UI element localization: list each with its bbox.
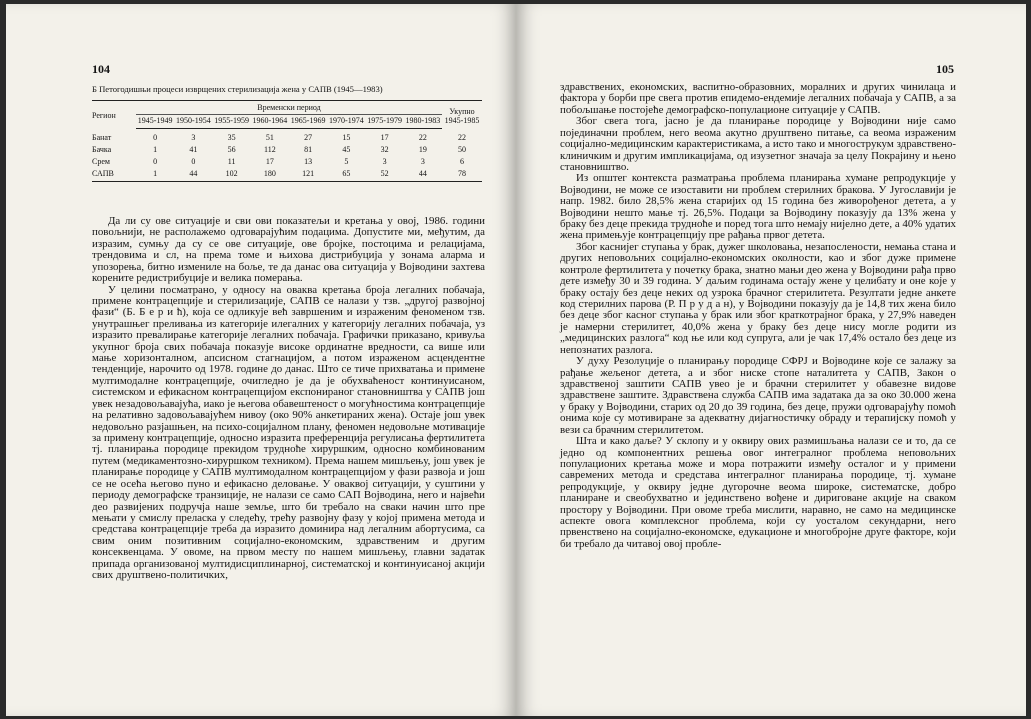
table-row (92, 129, 482, 144)
paragraph: Из општег контекста разматрања проблема планирања хумане репродукције у Војводини, не може се изоставити ни проблем стерилних бракова. У Југославији је напр. 1982. било 28,5% жена старијих од 15 година без живорођеног детета, а у Војводини нешто мање тј. 26,5%. Подаци за Војводину показују да 13% жена у браку без деце прекида трудноће и поред тога што немају нијелно дете, а 40% удатих жена примењује контрацепцију пре рађања првог детета. (560, 172, 956, 242)
value-cell: 112 (264, 145, 276, 154)
value-cell: 51 (265, 133, 274, 142)
value-cell: 41 (189, 145, 198, 154)
right-page (516, 4, 1026, 716)
total-cell: 22 (458, 132, 466, 142)
paragraph: У духу Резолуције о планирању породице СФРЈ и Војводине које се залажу за рађање жељеног детета, а и због ниске стопе наталитета у САПВ, Закон о здравственој заштити САПВ увео је и брачни стерилитет у обавезне видове здравствене заштите. Здравствена служба САПВ има задатака да за око 30.000 жена у браку у Војводини, старих од 20 до 39 година, без деце, пружи одговарајућу помоћ онима које су мотивиране за адекватну дијагностичку обраду и терапијску помоћ у вези са брачним стерилитетом. (560, 355, 956, 436)
value-cell: 3 (420, 157, 425, 166)
value-cell: 102 (213, 167, 251, 182)
table-row (92, 155, 482, 167)
paragraph: Да ли су ове ситуације и сви ови показатељи и кретања у овој, 1986. години повољнији, не располажемо одговарајућим подацима. Допустите ми, међутим, да изразим, сумњу да су се ове ситуације, ове бројке, постоцима и релацијама, трендовима и сл, на према томе и њихова дистрибуција у зонама аларма и упозорења, битно измениле на боље, те да данас ова ситуација у Војводини захтева корените редистрибуције и велика померања. (92, 215, 485, 285)
total-cell: 6 (460, 157, 464, 166)
value-cell: 17 (265, 157, 274, 166)
value-cell: 180 (251, 167, 289, 182)
value-cell: 22 (418, 133, 427, 142)
period-header-cell: 1970-1974 (327, 115, 365, 129)
table-row (92, 167, 482, 182)
value-cell: 15 (342, 133, 351, 142)
region-cell: Банат (92, 132, 112, 142)
value-cell: 0 (153, 133, 158, 142)
value-cell: 81 (304, 145, 313, 154)
value-cell: 19 (418, 145, 427, 154)
paragraph: У целини посматрано, у односу на оваква кретања броја легалних побачаја, примене контрацепције и стерилизације, САПВ се налази у тзв. „другој развојној фази“ (Б. Б е р и ћ), која се одликује већ завршеним и израженим феноменом тзв. унутрашњег преливања из категорије илегалних у категорију легалних побачаја, уз изразито превалирање категорије легалних побачаја. Графички приказано, кривуља укупног броја свих побачаја показује високе ординатне вредности, са више или мање хоризонталном, апсисном стагнацијом, а потом израженом асцендентне тенденције, нарочито од 1978. године до данас. Што се тиче прихватања и примене мултимодалне контрацепције, очигледно је да је обухваћеност континуисаном, системском и ефикасном контрацепцијом експонираног становништва у САПВ још увек незадовољавајућа, иако је његова обавештеност о могућностима контрацепције на релативно задовољавајућем нивоу (око 90% анкетираних жена). Остаје још увек недовољно разјашњен, на психо-социјалном плану, феномен недовољне мотивације за примену контрацепције, односно изразита преференција регулисања фертилитета тј. планирања породице прекидом трудноће хируршким, односно комбинованим путем (медикаментозно-хируршком техником). Према нашем мишљењу, још увек је планирање породице у САПВ мултимодалном контрацепцијом у фази развоја и још се не осећа његово пуно и ефикасно деловање. У оваквој ситуацији, у суштини у периоду демографске транзиције, не налази се само САП Војводина, него и највећи део развијених подручја наше земље, што би требало на сваки начин што пре мењати у смислу преласка у следећу, трећу развојну фазу у којој примена метода и средстава контрацепције треба да изразито доминира над легалним абортусима, са свим оним позитивним социјално-економским, здравственим и другим консеквенцама. У овоме, на првом месту по нашем мишљењу, главни задатак припада организованој мултидисциплинарној, систематској и континуисаној акцији свих друштвено-политичких, (92, 283, 485, 582)
period-header-cell: 1950-1954 (174, 115, 212, 129)
value-cell: 0 (153, 157, 158, 166)
left-page (6, 4, 516, 716)
value-cell: 1 (153, 145, 158, 154)
page-number: 105 (936, 62, 954, 76)
period-header-cell: 1945-1949 (136, 115, 174, 129)
value-cell: 44 (174, 167, 212, 182)
value-cell: 1 (136, 167, 174, 182)
value-cell: 17 (380, 133, 389, 142)
region-cell: Бачка (92, 145, 112, 154)
paragraph: Због свега тога, јасно је да планирање породице у Војводини није само појединачни проблем, него веома акутно друштвено питање, са веома израженим социјално-медицинским карактеристикама, а исто тако и многострукум здравствено-клиничким и другим импликацијама, од изузетног значаја за целу Покрајину и њено становништво. (560, 115, 956, 173)
total-cell: 50 (458, 145, 466, 154)
table-body (92, 129, 482, 182)
table-row (92, 143, 482, 155)
value-cell: 3 (382, 157, 387, 166)
total-header: Укупно 1945-1985 (442, 101, 482, 129)
paragraph: здравствених, економских, васпитно-образовних, моралних и других чинилаца и фактора у борби пре свега против епидемо-ендемије легалних побачаја у САПВ, а за побољшање постојеће демографско-популационе ситуације у САПВ. (560, 81, 956, 116)
paragraph: Због каснијег ступања у брак, дужег школовања, незапослености, немања стана и других неповољних социјално-економских околности, као и због дуже примене контроле фертилитета у почетку брака, знатно мањи део жена у Војводини рађа прво дете између 30 и 39 година. У даљим годинама остају жене у целибату и оне које у браку остају без деце неких од узрока брачног стерилитета. Резултати једне анкете код стерилних парова (Р. П р у д а н), у Војводини показују да је 14,8 тих жена било без деце због касног ступања у брак или због краткотрајног брака, у 27,9% наведен је намерни стерилитет, 40,0% жена у браку без деце нису могле родити из „медицинских разлога“ код ње или код супруга, али је чак 17,4% остало без деце из непознатих разлога. (560, 240, 956, 356)
value-cell: 44 (404, 167, 442, 182)
value-cell: 56 (227, 145, 236, 154)
period-header-row (92, 115, 482, 129)
right-body-text (560, 82, 956, 550)
period-header-cell: 1980-1983 (404, 115, 442, 129)
region-cell: САПВ (92, 167, 136, 182)
value-cell: 3 (191, 133, 196, 142)
paragraph: Шта и како даље? У склопу и у оквиру ових размишљања налази се и то, да се једно од компонентних решења овог интегралног проблема неповољних популационих кретања може и мора потражити између осталог и у примени савремених метода и средстава интегралног планирања породице, тј. хумане репродукције, у оквиру једне дугорочне веома широке, систематске, добро планиране и свеобухватно и јединствено вођене и дириговане акције на сваком простору у Војводини. При овоме треба мислити, наравно, не само на медицинске аспекте овога комплексног проблема, који су уосталом секундарни, него првенствено на социјално-економске, едукационе и многобројне друге факторе, који би требало да читавој овој пробле- (560, 435, 956, 550)
period-header-cell: 1975-1979 (366, 115, 404, 129)
value-cell: 52 (366, 167, 404, 182)
period-header-cell: 1965-1969 (289, 115, 327, 129)
page-number: 104 (92, 62, 110, 76)
value-cell: 11 (227, 157, 236, 166)
value-cell: 27 (304, 133, 313, 142)
period-header: Временски период (136, 101, 442, 115)
region-header: Регион (92, 101, 136, 129)
table-caption: Б Петогодишњи процеси изврщених стерилизација жена у САПВ (1945—1983) (92, 84, 383, 94)
sterilization-table (92, 100, 482, 182)
left-body-text (92, 216, 485, 582)
value-cell: 121 (289, 167, 327, 182)
value-cell: 32 (380, 145, 389, 154)
value-cell: 0 (191, 157, 196, 166)
value-cell: 65 (327, 167, 365, 182)
period-header-cell: 1960-1964 (251, 115, 289, 129)
period-header-cell: 1955-1959 (213, 115, 251, 129)
value-cell: 5 (344, 157, 349, 166)
value-cell: 13 (304, 157, 313, 166)
value-cell: 45 (342, 145, 351, 154)
value-cell: 35 (227, 133, 236, 142)
region-cell: Срем (92, 157, 110, 166)
total-cell: 78 (442, 167, 482, 182)
